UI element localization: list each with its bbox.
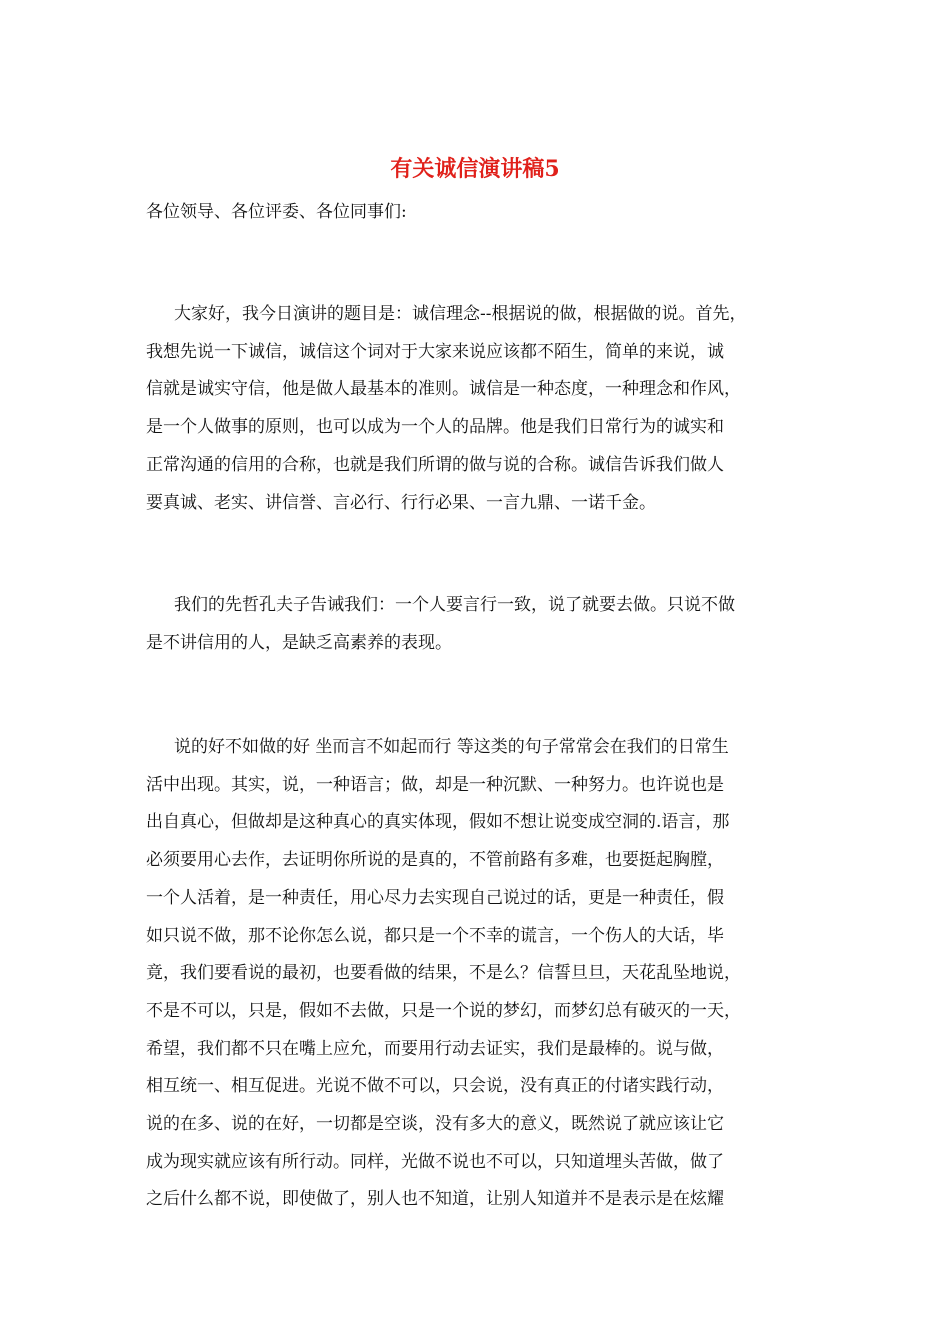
paragraph-1 [146, 296, 806, 522]
paragraph-line: 信就是诚实守信，他是做人最基本的准则。诚信是一种态度，一种理念和作风， [146, 379, 741, 400]
paragraph-line: 出自真心，但做却是这种真心的真实体现，假如不想让说变成空洞的.语言，那 [146, 812, 730, 833]
paragraph-line: 是一个人做事的原则，也可以成为一个人的品牌。他是我们日常行为的诚实和 [146, 417, 724, 438]
paragraph-line: 大家好，我今日演讲的题目是：诚信理念--根据说的做，根据做的说。首先， [174, 304, 747, 324]
paragraph-line: 之后什么都不说，即使做了，别人也不知道，让别人知道并不是表示是在炫耀 [146, 1189, 724, 1210]
paragraph-line: 说的在多、说的在好，一切都是空谈，没有多大的意义，既然说了就应该让它 [146, 1114, 724, 1135]
paragraph-line: 是不讲信用的人，是缺乏高素养的表现。 [146, 632, 452, 653]
paragraph-line: 如只说不做，那不论你怎么说，都只是一个不幸的谎言，一个伤人的大话，毕 [146, 925, 724, 946]
document-title: 有关诚信演讲稿5 [390, 156, 560, 182]
salutation: 各位领导、各位评委、各位同事们: [146, 202, 407, 222]
paragraph-line: 希望，我们都不只在嘴上应允，而要用行动去证实，我们是最棒的。说与做， [146, 1038, 724, 1059]
paragraph-line: 成为现实就应该有所行动。同样，光做不说也不可以，只知道埋头苦做，做了 [146, 1151, 724, 1172]
paragraph-line: 正常沟通的信用的合称，也就是我们所谓的做与说的合称。诚信告诉我们做人 [146, 454, 724, 475]
paragraph-line: 竟，我们要看说的最初，也要看做的结果，不是么？信誓旦旦，天花乱坠地说， [146, 963, 741, 984]
paragraph-line: 说的好不如做的好 坐而言不如起而行 等这类的句子常常会在我们的日常生 [174, 737, 729, 757]
paragraph-2 [146, 587, 806, 662]
paragraph-line: 要真诚、老实、讲信誉、言必行、行行必果、一言九鼎、一诺千金。 [146, 492, 656, 513]
paragraph-line: 我想先说一下诚信，诚信这个词对于大家来说应该都不陌生，简单的来说，诚 [146, 341, 724, 362]
paragraph-3 [146, 729, 806, 1219]
paragraph-line: 必须要用心去作，去证明你所说的是真的，不管前路有多难，也要挺起胸膛， [146, 850, 724, 871]
paragraph-line: 不是不可以，只是，假如不去做，只是一个说的梦幻，而梦幻总有破灭的一天， [146, 1000, 741, 1021]
paragraph-line: 一个人活着，是一种责任，用心尽力去实现自己说过的话，更是一种责任，假 [146, 887, 724, 908]
paragraph-line: 我们的先哲孔夫子告诫我们：一个人要言行一致，说了就要去做。只说不做 [174, 595, 735, 615]
paragraph-line: 相互统一、相互促进。光说不做不可以，只会说，没有真正的付诸实践行动， [146, 1076, 724, 1097]
paragraph-line: 活中出现。其实，说，一种语言；做，却是一种沉默、一种努力。也许说也是 [146, 774, 724, 795]
